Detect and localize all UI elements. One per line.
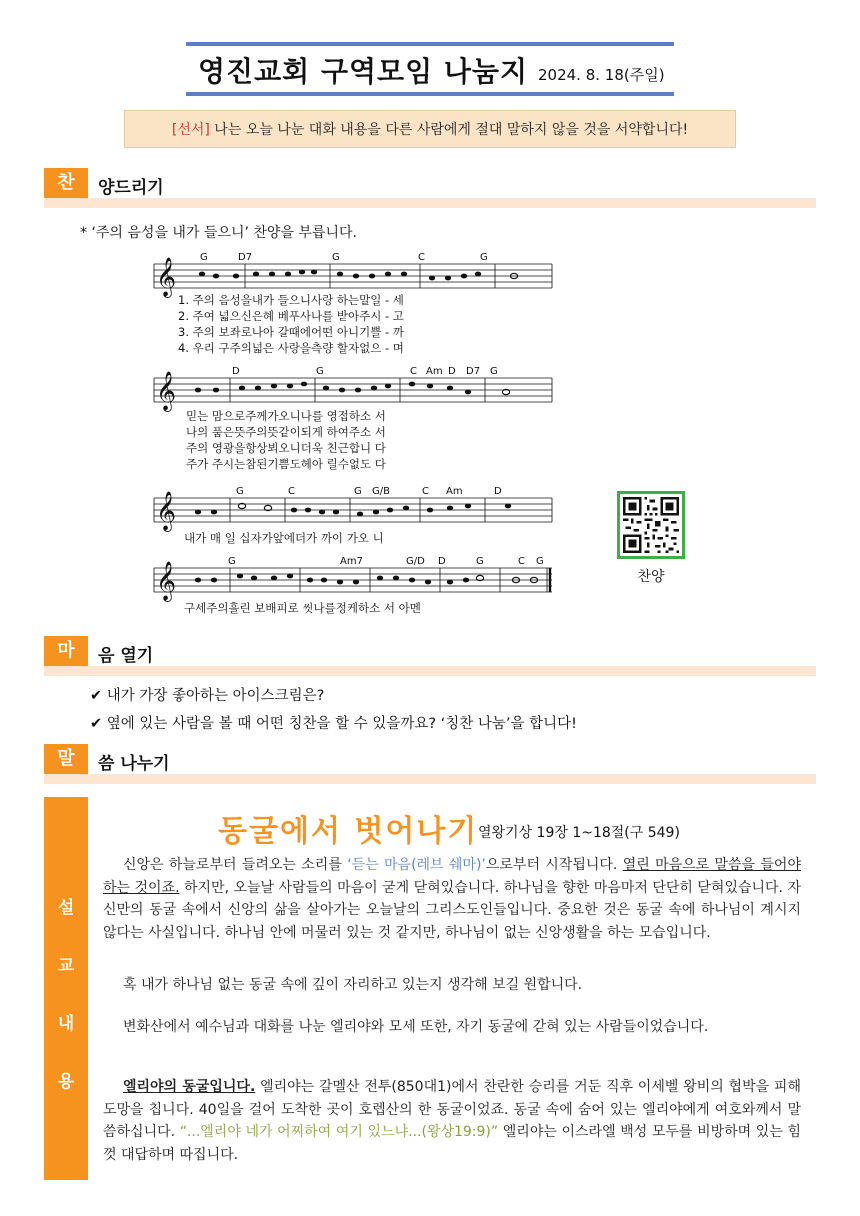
chord-s2-6: G	[490, 366, 498, 377]
chord-s2-5: D7	[466, 366, 481, 377]
sermon-paragraph-2: 변화산에서 예수님과 대화를 나눈 엘리야와 모세 또한, 자기 동굴에 갇혀 있는 사람들이었습니다.	[123, 1019, 709, 1035]
sermon-paragraph-1b: 혹 내가 하나님 없는 동굴 속에 깊이 자리하고 있는지 생각해 보길 원합니다.	[123, 977, 583, 993]
chord-s3-4: C	[422, 486, 429, 497]
section-title-word: 씀 나누기	[98, 754, 170, 774]
svg-text:𝄞: 𝄞	[156, 371, 177, 411]
chord-s4-1: Am7	[340, 556, 363, 567]
section-title-praise: 양드리기	[98, 178, 164, 198]
chord-s4-3: D	[438, 556, 446, 567]
svg-text:𝄞: 𝄞	[156, 491, 177, 531]
chord-s4-6: G	[536, 556, 544, 567]
chord-s1-4: G	[480, 252, 488, 263]
section-badge-word: 말	[44, 744, 88, 774]
header-line-top	[186, 42, 674, 46]
p1-underlined: 열린 마음으로 말씀을 들어야 하는 것이죠.	[103, 857, 801, 896]
p3-heading: 엘리야의 동굴입니다.	[123, 1079, 256, 1095]
praise-note: * ‘주의 음성을 내가 들으니’ 찬양을 부릅니다.	[80, 225, 357, 241]
verses-block	[178, 293, 405, 355]
p3-text-b: 엘리야는 갈멜산 전투(850대1)에서 찬란한 승리를 거둔 직후 이세벨 왕비의 협박을 피해 도망을 칩니다. 40일을 걸어 도착한 곳이 호렙산의 한 동굴이었죠. 동굴 속에 숨어 있는 엘리야에게 여호와께서 말씀하십니다.	[103, 1079, 801, 1140]
sheet-music	[150, 250, 560, 622]
chord-s2-1: G	[316, 366, 324, 377]
sermon-side-char-4: 용	[57, 1072, 75, 1092]
refrain-block	[186, 409, 387, 471]
chord-s3-3: G/B	[372, 486, 390, 497]
score-line-4: 구세주의흘린 보배피로 씻나를정케하소 서 아멘	[184, 601, 421, 615]
sermon-paragraph-3	[103, 1076, 801, 1166]
section-bar-praise	[44, 198, 816, 208]
section-badge-heart: 마	[44, 636, 88, 666]
question-item-2: ✔ 옆에 있는 사람을 볼 때 어떤 칭찬을 할 수 있을까요? ‘칭찬 나눔’을 합니다!	[90, 716, 577, 732]
notes-system-4	[195, 574, 538, 585]
p1-text-a: 신앙은 하늘로부터 들려오는 소리를	[123, 857, 348, 873]
svg-text:𝄞: 𝄞	[156, 561, 177, 601]
sermon-side-bar	[44, 797, 88, 1180]
p3-text-d: 엘리야는 이스라엘 백성 모두를 비방하며 있는 힘껏 대답하며 따집니다.	[103, 1124, 801, 1163]
chord-s3-0: G	[236, 486, 244, 497]
sermon-paragraph-1	[103, 854, 801, 944]
chord-s3-1: C	[288, 486, 295, 497]
refrain-2: 나의 품은뜻주의뜻같이되게 하여주소 서	[186, 425, 386, 439]
refrain-1: 믿는 맘으로주께가오니나를 영접하소 서	[186, 409, 386, 423]
chord-s4-5: C	[518, 556, 525, 567]
chord-s3-6: D	[494, 486, 502, 497]
verse-3: 3. 주의 보좌로나아 갈때에어떤 아니기쁠 - 까	[178, 325, 404, 339]
qr-label: 찬양	[637, 569, 665, 585]
score-line-3: 내가 매 일 십자가앞에더가 까이 가오 니	[184, 531, 384, 545]
sermon-side-char-3: 내	[57, 1014, 75, 1034]
chord-s1-0: G	[200, 252, 208, 263]
verse-4: 4. 우리 구주의넓은 사랑을측량 할자없으 - 며	[178, 341, 404, 355]
chord-s3-2: G	[354, 486, 362, 497]
page-date: 2024. 8. 18(주일)	[538, 66, 665, 84]
section-badge-praise: 찬	[44, 168, 88, 198]
sermon-title: 동굴에서 벗어나기	[218, 814, 479, 849]
notes-system-1	[199, 270, 518, 281]
section-bar-word	[44, 774, 816, 784]
chord-s2-4: D	[448, 366, 456, 377]
pledge-box	[124, 110, 736, 148]
svg-text:𝄞: 𝄞	[156, 257, 177, 297]
sermon-reference: 열왕기상 19장 1~18절(구 549)	[478, 825, 680, 841]
header-line-bottom	[186, 92, 674, 96]
section-bar-heart	[44, 666, 816, 676]
chord-s1-2: G	[332, 252, 340, 263]
p1-quote-leb-shema: ‘듣는 마음(레브 쉐마)’	[347, 857, 486, 873]
chord-s4-4: G	[476, 556, 484, 567]
chord-s2-3: Am	[426, 366, 443, 377]
refrain-3: 주의 영광을항상뵈오니더욱 친근합니 다	[186, 441, 386, 455]
refrain-4: 주가 주시는참된기쁨도헤아 릴수없도 다	[186, 457, 386, 471]
page-title: 영진교회 구역모임 나눔지	[198, 55, 529, 88]
chord-s2-2: C	[410, 366, 417, 377]
verse-1: 1. 주의 음성을내가 들으니사랑 하는말일 - 세	[178, 293, 404, 307]
question-item-1: ✔ 내가 가장 좋아하는 아이스크림은?	[90, 688, 325, 704]
p1-text-c: 으로부터 시작됩니다.	[485, 857, 623, 873]
p3-quote: “...엘리야 네가 어찌하여 여기 있느냐...(왕상19:9)”	[179, 1124, 499, 1140]
chord-s1-1: D7	[238, 252, 253, 263]
qr-code-icon[interactable]	[617, 491, 685, 559]
sermon-side-char-2: 교	[57, 956, 75, 976]
verse-2: 2. 주여 넓으신은혜 베푸사나를 받아주시 - 고	[178, 309, 404, 323]
chord-s2-0: D	[232, 366, 240, 377]
chord-s4-2: G/D	[406, 556, 425, 567]
chord-s1-3: C	[418, 252, 425, 263]
pledge-text: 나는 오늘 나눈 대화 내용을 다른 사람에게 절대 말하지 않을 것을 서약합니다!	[209, 122, 689, 138]
pledge-tag: [선서]	[171, 122, 210, 138]
chord-s4-0: G	[228, 556, 236, 567]
p1-text-e: 하지만, 오늘날 사람들의 마음이 굳게 닫혀있습니다. 하나님을 향한 마음마저 단단히 닫혀있습니다. 자신만의 동굴 속에서 신앙의 삶을 살아가는 오늘날의 그리스도인들입니다. 중요한 것은 동굴 속에 하나님이 계시지 않다는 사실입니다. 하나님 안에 머물러 있는 것 같지만, 하나님이 없는 신앙생활을 하는 모습입니다.	[103, 879, 801, 941]
chord-s3-5: Am	[446, 486, 463, 497]
notes-system-2	[195, 382, 510, 395]
section-title-heart: 음 열기	[98, 646, 154, 666]
sermon-side-char-1: 설	[57, 898, 75, 918]
